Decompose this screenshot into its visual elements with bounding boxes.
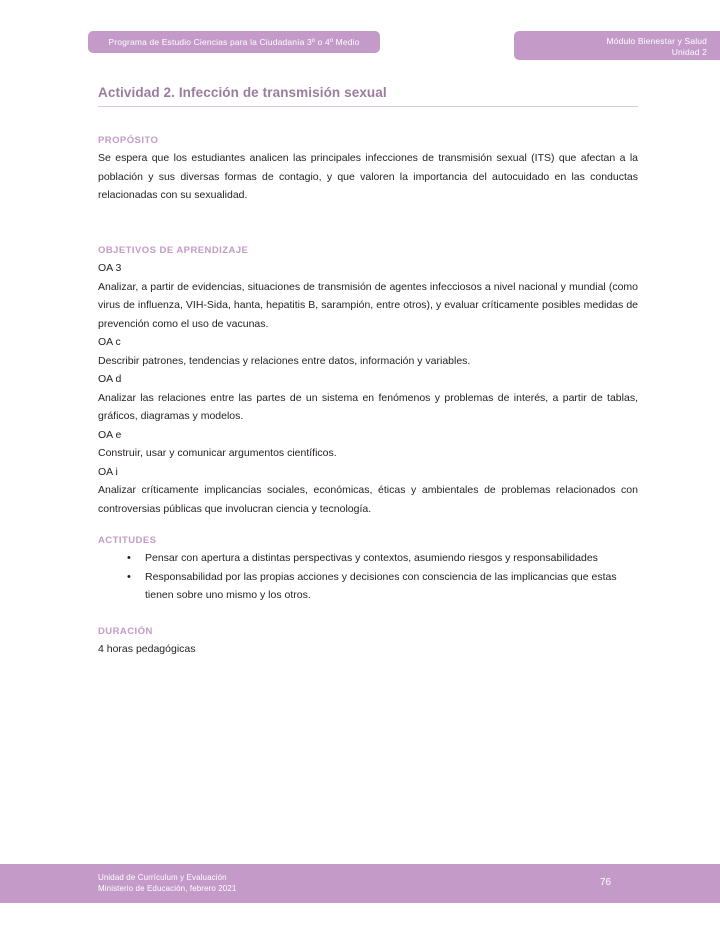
proposito-text: Se espera que los estudiantes analicen las principales infecciones de transmisión sexual (ITS) que afectan a la población y sus diversas formas de contagio, y que valoren la importancia del autocuidado en las conductas relacionadas con su sexualidad. [98, 152, 638, 201]
page-number: 76 [600, 877, 612, 888]
unit-name: Unidad 2 [671, 47, 707, 57]
objetivo-code: OA c [98, 336, 121, 348]
objetivo-text: Construir, usar y comunicar argumentos científicos. [98, 447, 337, 459]
objetivo-code: OA 3 [98, 262, 122, 274]
section-proposito [98, 135, 638, 205]
objetivo-code: OA d [98, 373, 122, 385]
objetivo-code: OA e [98, 428, 122, 441]
list-item: • Pensar con apertura a distintas perspectivas y contextos, asumiendo riesgos y responsabilidades [98, 549, 638, 568]
page-title: Actividad 2. Infección de transmisión sexual [98, 85, 387, 100]
objetivo-item [98, 463, 638, 519]
section-heading-proposito: PROPÓSITO [98, 135, 159, 146]
list-item: • Responsabilidad por las propias acciones y decisiones con consciencia de las implicancias que estas tienen sobre uno mismo y los otros. [98, 568, 638, 605]
footer-organization [98, 872, 236, 894]
module-unit-pill [514, 31, 720, 60]
footer-line-2: Ministerio de Educación, febrero 2021 [98, 884, 237, 893]
module-name: Módulo Bienestar y Salud [606, 36, 707, 46]
section-duracion [98, 626, 638, 659]
objetivo-item [98, 333, 638, 370]
objetivo-text: Analizar críticamente implicancias sociales, económicas, éticas y ambientales de problemas relacionados con controversias públicas que involucran ciencia y tecnología. [98, 484, 638, 515]
title-divider [98, 106, 638, 107]
page-header [0, 0, 720, 70]
objetivo-code: OA i [98, 465, 118, 478]
section-heading-objetivos: OBJETIVOS DE APRENDIZAJE [98, 245, 249, 256]
objetivo-item [98, 259, 638, 333]
duracion-text: 4 horas pedagógicas [98, 643, 196, 655]
actitudes-list [98, 549, 638, 605]
footer-line-1: Unidad de Currículum y Evaluación [98, 873, 227, 882]
section-heading-duracion: DURACIÓN [98, 626, 153, 637]
section-actitudes [98, 535, 638, 605]
objetivo-text: Analizar, a partir de evidencias, situaciones de transmisión de agentes infecciosos a nivel nacional y mundial (como virus de influenza, VIH-Sida, hanta, hepatitis B, sarampión, entre otros), y evaluar críticamente posibles medidas de prevención como el uso de vacunas. [98, 280, 638, 330]
objetivo-item [98, 370, 638, 426]
objetivo-text: Analizar las relaciones entre las partes de un sistema en fenómenos y problemas de interés, a partir de tablas, gráficos, diagramas y modelos. [98, 391, 638, 422]
section-objetivos [98, 245, 638, 518]
objetivo-text: Describir patrones, tendencias y relaciones entre datos, información y variables. [98, 354, 471, 367]
objetivo-item [98, 426, 638, 463]
program-title-pill: Programa de Estudio Ciencias para la Ciudadanía 3º o 4º Medio [88, 31, 380, 53]
section-heading-actitudes: ACTITUDES [98, 535, 157, 546]
page-footer [0, 864, 720, 903]
